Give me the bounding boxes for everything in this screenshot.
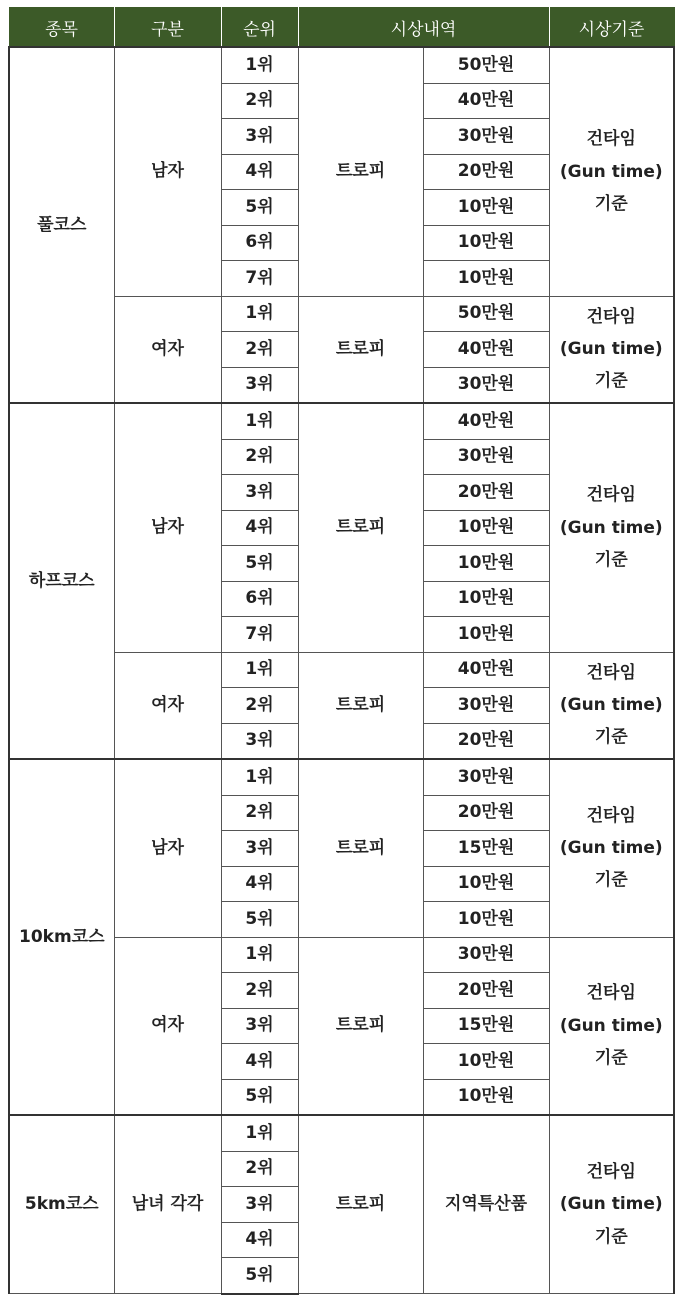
rank-cell: 1위 — [221, 1115, 298, 1151]
rank-cell: 3위 — [221, 831, 298, 867]
rank-cell: 4위 — [221, 1222, 298, 1258]
category-cell: 여자 — [114, 937, 221, 1115]
basis-cell — [549, 296, 674, 403]
header-award: 시상내역 — [298, 8, 549, 48]
prize-cell: 10만원 — [423, 546, 549, 582]
prize-cell: 15만원 — [423, 1008, 549, 1044]
category-cell: 남녀 각각 — [114, 1115, 221, 1294]
basis-cell — [549, 937, 674, 1115]
basis-cell — [549, 47, 674, 296]
category-cell: 여자 — [114, 652, 221, 759]
rank-cell: 2위 — [221, 332, 298, 368]
basis-line: 기준 — [594, 1047, 628, 1068]
prize-cell: 15만원 — [423, 831, 549, 867]
event-cell: 10km코스 — [9, 759, 114, 1115]
prize-cell: 10만원 — [423, 617, 549, 653]
trophy-cell: 트로피 — [298, 759, 423, 937]
trophy-cell: 트로피 — [298, 1115, 423, 1294]
trophy-cell: 트로피 — [298, 652, 423, 759]
rank-cell: 2위 — [221, 688, 298, 724]
basis-line: 건타임 — [586, 129, 636, 150]
prize-cell: 20만원 — [423, 154, 549, 190]
award-table — [8, 7, 675, 1295]
prize-cell: 20만원 — [423, 795, 549, 831]
rank-cell: 1위 — [221, 296, 298, 332]
rank-cell: 5위 — [221, 546, 298, 582]
rank-cell: 4위 — [221, 1044, 298, 1080]
prize-cell: 10만원 — [423, 261, 549, 297]
table-body — [9, 47, 674, 1294]
prize-cell: 30만원 — [423, 759, 549, 795]
rank-cell: 5위 — [221, 902, 298, 938]
category-cell: 남자 — [114, 759, 221, 937]
table-row — [9, 759, 674, 795]
trophy-cell: 트로피 — [298, 47, 423, 296]
rank-cell: 7위 — [221, 617, 298, 653]
header-category: 구분 — [114, 8, 221, 48]
rank-cell: 3위 — [221, 119, 298, 155]
event-cell: 하프코스 — [9, 403, 114, 759]
prize-cell: 10만원 — [423, 1079, 549, 1115]
header-event: 종목 — [9, 8, 114, 48]
header-basis: 시상기준 — [549, 8, 674, 48]
table-row — [9, 1115, 674, 1151]
prize-cell: 10만원 — [423, 581, 549, 617]
rank-cell: 1위 — [221, 759, 298, 795]
basis-line: 건타임 — [586, 662, 636, 683]
rank-cell: 1위 — [221, 937, 298, 973]
basis-line: (Gun time) — [559, 161, 663, 182]
basis-line: 기준 — [594, 1226, 628, 1247]
category-cell: 남자 — [114, 403, 221, 652]
prize-cell: 40만원 — [423, 403, 549, 439]
rank-cell: 6위 — [221, 225, 298, 261]
rank-cell: 4위 — [221, 510, 298, 546]
event-cell: 5km코스 — [9, 1115, 114, 1294]
rank-cell: 3위 — [221, 1008, 298, 1044]
rank-cell: 4위 — [221, 154, 298, 190]
event-cell: 풀코스 — [9, 47, 114, 403]
basis-cell — [549, 403, 674, 652]
basis-line: (Gun time) — [559, 339, 663, 360]
rank-cell: 2위 — [221, 439, 298, 475]
header-rank: 순위 — [221, 8, 298, 48]
rank-cell: 3위 — [221, 1187, 298, 1223]
basis-line: 건타임 — [586, 485, 636, 506]
prize-cell: 10만원 — [423, 1044, 549, 1080]
prize-cell: 40만원 — [423, 652, 549, 688]
basis-line: (Gun time) — [559, 695, 663, 716]
basis-line: (Gun time) — [559, 1194, 663, 1215]
rank-cell: 5위 — [221, 1079, 298, 1115]
basis-cell — [549, 1115, 674, 1294]
trophy-cell: 트로피 — [298, 937, 423, 1115]
prize-cell: 10만원 — [423, 190, 549, 226]
category-cell: 여자 — [114, 296, 221, 403]
prize-cell: 30만원 — [423, 937, 549, 973]
rank-cell: 1위 — [221, 403, 298, 439]
rank-cell: 3위 — [221, 723, 298, 759]
prize-cell: 30만원 — [423, 119, 549, 155]
prize-cell: 10만원 — [423, 866, 549, 902]
basis-line: (Gun time) — [559, 1015, 663, 1036]
rank-cell: 7위 — [221, 261, 298, 297]
prize-cell: 20만원 — [423, 475, 549, 511]
basis-line: (Gun time) — [559, 517, 663, 538]
basis-line: 기준 — [594, 193, 628, 214]
rank-cell: 5위 — [221, 1258, 298, 1294]
prize-cell: 50만원 — [423, 47, 549, 83]
prize-cell: 지역특산품 — [423, 1115, 549, 1294]
rank-cell: 5위 — [221, 190, 298, 226]
rank-cell: 2위 — [221, 1151, 298, 1187]
table-row — [9, 403, 674, 439]
basis-line: 기준 — [594, 870, 628, 891]
prize-cell: 10만원 — [423, 510, 549, 546]
basis-line: 건타임 — [586, 306, 636, 327]
basis-line: 건타임 — [586, 983, 636, 1004]
basis-line: (Gun time) — [559, 838, 663, 859]
rank-cell: 1위 — [221, 47, 298, 83]
prize-cell: 20만원 — [423, 973, 549, 1009]
prize-cell: 40만원 — [423, 83, 549, 119]
prize-cell: 40만원 — [423, 332, 549, 368]
rank-cell: 6위 — [221, 581, 298, 617]
table-row — [9, 47, 674, 83]
basis-cell — [549, 652, 674, 759]
rank-cell: 4위 — [221, 866, 298, 902]
prize-cell: 50만원 — [423, 296, 549, 332]
basis-line: 기준 — [594, 549, 628, 570]
prize-cell: 30만원 — [423, 439, 549, 475]
prize-cell: 10만원 — [423, 225, 549, 261]
basis-line: 기준 — [594, 371, 628, 392]
rank-cell: 3위 — [221, 475, 298, 511]
prize-cell: 20만원 — [423, 723, 549, 759]
rank-cell: 2위 — [221, 795, 298, 831]
header-row — [9, 8, 674, 48]
prize-cell: 30만원 — [423, 367, 549, 403]
basis-line: 건타임 — [586, 805, 636, 826]
trophy-cell: 트로피 — [298, 296, 423, 403]
prize-cell: 10만원 — [423, 902, 549, 938]
rank-cell: 2위 — [221, 83, 298, 119]
rank-cell: 3위 — [221, 367, 298, 403]
basis-line: 건타임 — [586, 1162, 636, 1183]
rank-cell: 1위 — [221, 652, 298, 688]
basis-cell — [549, 759, 674, 937]
rank-cell: 2위 — [221, 973, 298, 1009]
basis-line: 기준 — [594, 727, 628, 748]
prize-cell: 30만원 — [423, 688, 549, 724]
category-cell: 남자 — [114, 47, 221, 296]
trophy-cell: 트로피 — [298, 403, 423, 652]
